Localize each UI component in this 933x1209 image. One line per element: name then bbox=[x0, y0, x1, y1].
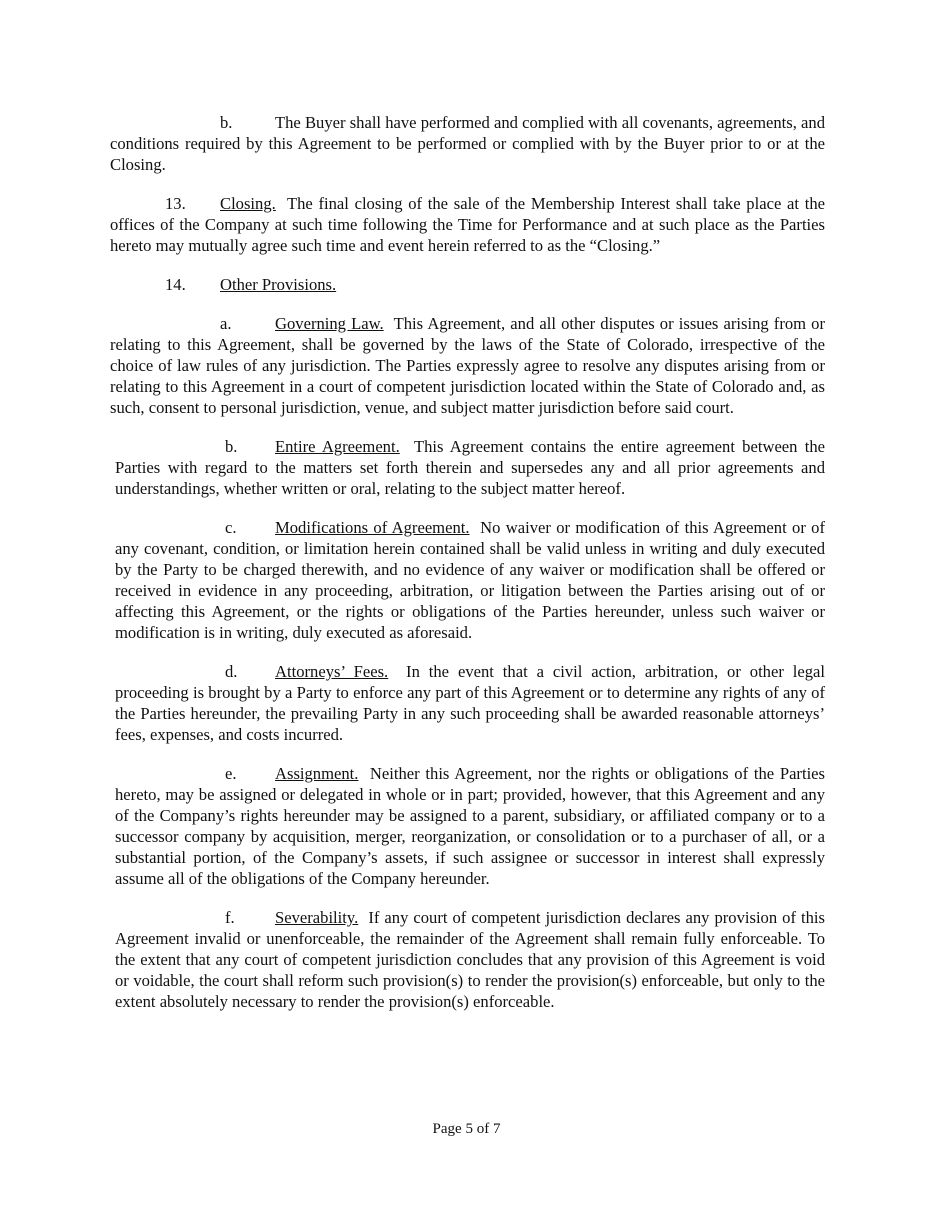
section-heading: Closing. bbox=[220, 194, 276, 213]
item-heading: Modifications of Agreement. bbox=[275, 518, 470, 537]
paragraph-14c-modifications bbox=[115, 517, 825, 643]
item-label: e. bbox=[225, 764, 237, 783]
paragraph-text: The Buyer shall have performed and complied with all covenants, agreements, and conditions required by this Agreement to be performed or complied with by the Buyer prior to or at the Closing. bbox=[110, 113, 825, 174]
paragraph-12b bbox=[110, 112, 825, 175]
section-heading: Other Provisions. bbox=[220, 275, 337, 294]
section-number: 14. bbox=[165, 275, 186, 294]
paragraph-text: This Agreement, and all other disputes or issues arising from or relating to this Agreement, shall be governed by the laws of the State of Colorado, irrespective of the choice of law rules of any jurisdiction. The Parties expressly agree to resolve any disputes arising from or relating to this Agreement in a court of competent jurisdiction located within the State of Colorado and, as such, consent to personal jurisdiction, venue, and subject matter jurisdiction before said court. bbox=[110, 314, 825, 417]
paragraph-text: Neither this Agreement, nor the rights or obligations of the Parties hereto, may be assigned or delegated in whole or in part; provided, however, that this Agreement and any of the Company’s rights hereunder may be assigned to a parent, subsidiary, or affiliated company or to a successor company by acquisition, merger, reorganization, or consolidation or to a purchaser of all, or a substantial portion, of the Company’s assets, if such assignee or successor in interest shall expressly assume all of the obligations of the Company hereunder. bbox=[115, 764, 826, 888]
paragraph-14d-attorneys-fees bbox=[115, 661, 825, 745]
paragraph-text: In the event that a civil action, arbitration, or other legal proceeding is brought by a Party to enforce any part of this Agreement or to determine any rights of any of the Parties hereunder, the prevailing Party in any such proceeding shall be awarded reasonable attorneys’ fees, expenses, and costs incurred. bbox=[115, 662, 826, 744]
paragraph-13-closing bbox=[110, 193, 825, 256]
paragraph-text: No waiver or modification of this Agreement or of any covenant, condition, or limitation herein contained shall be valid unless in writing and duly executed by the Party to be charged therewith, and no evidence of any waiver or modification shall be offered or received in evidence in any proceeding, arbitration, or litigation between the Parties arising out of or affecting this Agreement, or the rights or obligations of the Parties hereunder, unless such waiver or modification is in writing, duly executed as aforesaid. bbox=[115, 518, 825, 642]
item-heading: Assignment. bbox=[275, 764, 359, 783]
page-number: Page 5 of 7 bbox=[432, 1121, 501, 1137]
item-label: d. bbox=[225, 662, 238, 681]
item-label: b. bbox=[225, 437, 238, 456]
section-number: 13. bbox=[165, 194, 186, 213]
item-label: b. bbox=[220, 113, 233, 132]
item-label: a. bbox=[220, 314, 232, 333]
item-heading: Severability. bbox=[275, 908, 359, 927]
item-heading: Attorneys’ Fees. bbox=[275, 662, 389, 681]
item-label: f. bbox=[225, 908, 235, 927]
paragraph-text: The final closing of the sale of the Membership Interest shall take place at the offices of the Company at such time following the Time for Performance and at such place as the Parties hereto may mutually agree such time and event herein referred to as the “Closing.” bbox=[110, 194, 825, 255]
item-heading: Entire Agreement. bbox=[275, 437, 400, 456]
document-body bbox=[110, 112, 825, 1030]
paragraph-text: If any court of competent jurisdiction declares any provision of this Agreement invalid or unenforceable, the remainder of the Agreement shall remain fully enforceable. To the extent that any court of competent jurisdiction concludes that any provision of this Agreement is void or voidable, the court shall reform such provision(s) to render the provision(s) enforceable, but only to the extent absolutely necessary to render the provision(s) enforceable. bbox=[115, 908, 826, 1011]
paragraph-14a-governing-law bbox=[110, 313, 825, 418]
paragraph-14-other-provisions bbox=[110, 274, 825, 295]
paragraph-14b-entire-agreement bbox=[115, 436, 825, 499]
paragraph-text: This Agreement contains the entire agreement between the Parties with regard to the matters set forth therein and supersedes any and all prior agreements and understandings, whether written or oral, relating to the subject matter hereof. bbox=[115, 437, 825, 498]
item-heading: Governing Law. bbox=[275, 314, 384, 333]
paragraph-14f-severability bbox=[115, 907, 825, 1012]
item-label: c. bbox=[225, 518, 237, 537]
paragraph-14e-assignment bbox=[115, 763, 825, 889]
